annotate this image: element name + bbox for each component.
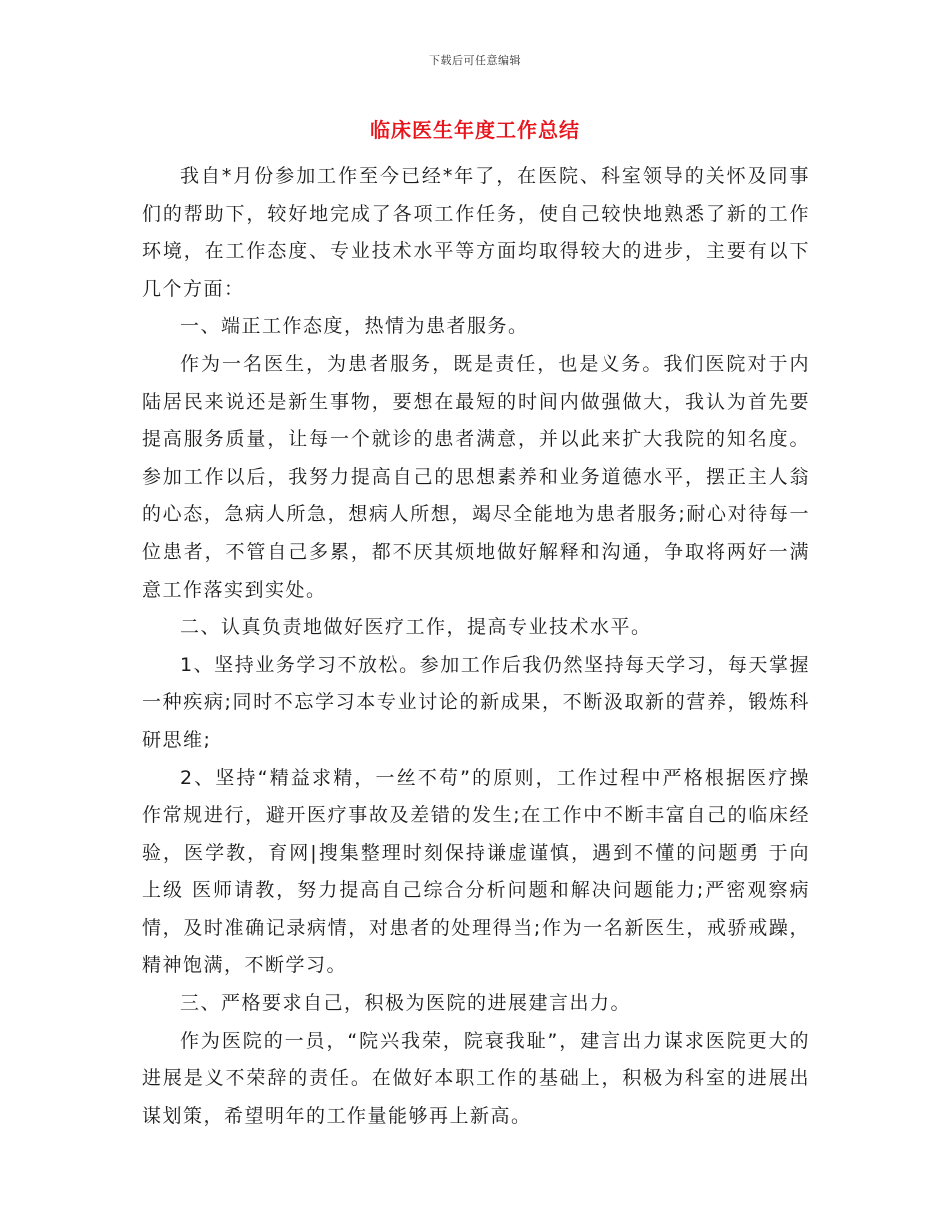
paragraph-service: 作为一名医生，为患者服务，既是责任，也是义务。我们医院对于内陆居民来说还是新生事物，要想在最短的时间内做强做大，我认为首先要提高服务质量，让每一个就诊的患者满意，并以此来扩大我院的知名度。参加工作以后，我努力提高自己的思想素养和业务道德水平，摆正主人翁的心态，急病人所急，想病人所想，竭尽全能地为患者服务;耐心对待每一位患者，不管自己多累，都不厌其烦地做好解释和沟通，争取将两好一满意工作落实到实处。 [142,352,810,601]
paragraph-principle: 2、坚持“精益求精，一丝不苟”的原则，工作过程中严格根据医疗操作常规进行，避开医疗事故及差错的发生;在工作中不断丰富自己的临床经验，医学教，育网|搜集整理时刻保持谦虚谨慎，遇到不懂的问题勇 于向上级 医师请教，努力提高自己综合分析问题和解决问题能力;严密观察病情，及时准确记录病情，对患者的处理得当;作为一名新医生，戒骄戒躁，精神饱满，不断学习。 [142,766,810,977]
paragraph-study: 1、坚持业务学习不放松。参加工作后我仍然坚持每天学习，每天掌握一种疾病;同时不忘学习本专业讨论的新成果，不断汲取新的营养，锻炼科研思维; [142,653,810,751]
document-title: 临床医生年度工作总结 [370,118,580,142]
document-body [142,158,810,1135]
section-heading-3: 三、严格要求自己，积极为医院的进展建言出力。 [180,992,632,1015]
paragraph-contribution: 作为医院的一员，“院兴我荣，院衰我耻”，建言出力谋求医院更大的进展是义不荣辞的责任。在做好本职工作的基础上，积极为科室的进展出谋划策，希望明年的工作量能够再上新高。 [142,1029,810,1127]
header-note: 下载后可任意编辑 [429,54,521,67]
section-heading-1: 一、端正工作态度，热情为患者服务。 [180,315,529,338]
paragraph-intro: 我自*月份参加工作至今已经*年了，在医院、科室领导的关怀及同事们的帮助下，较好地完成了各项工作任务，使自己较快地熟悉了新的工作环境，在工作态度、专业技术水平等方面均取得较大的进步，主要有以下几个方面： [142,165,810,300]
section-heading-2: 二、认真负责地做好医疗工作，提高专业技术水平。 [180,616,652,639]
